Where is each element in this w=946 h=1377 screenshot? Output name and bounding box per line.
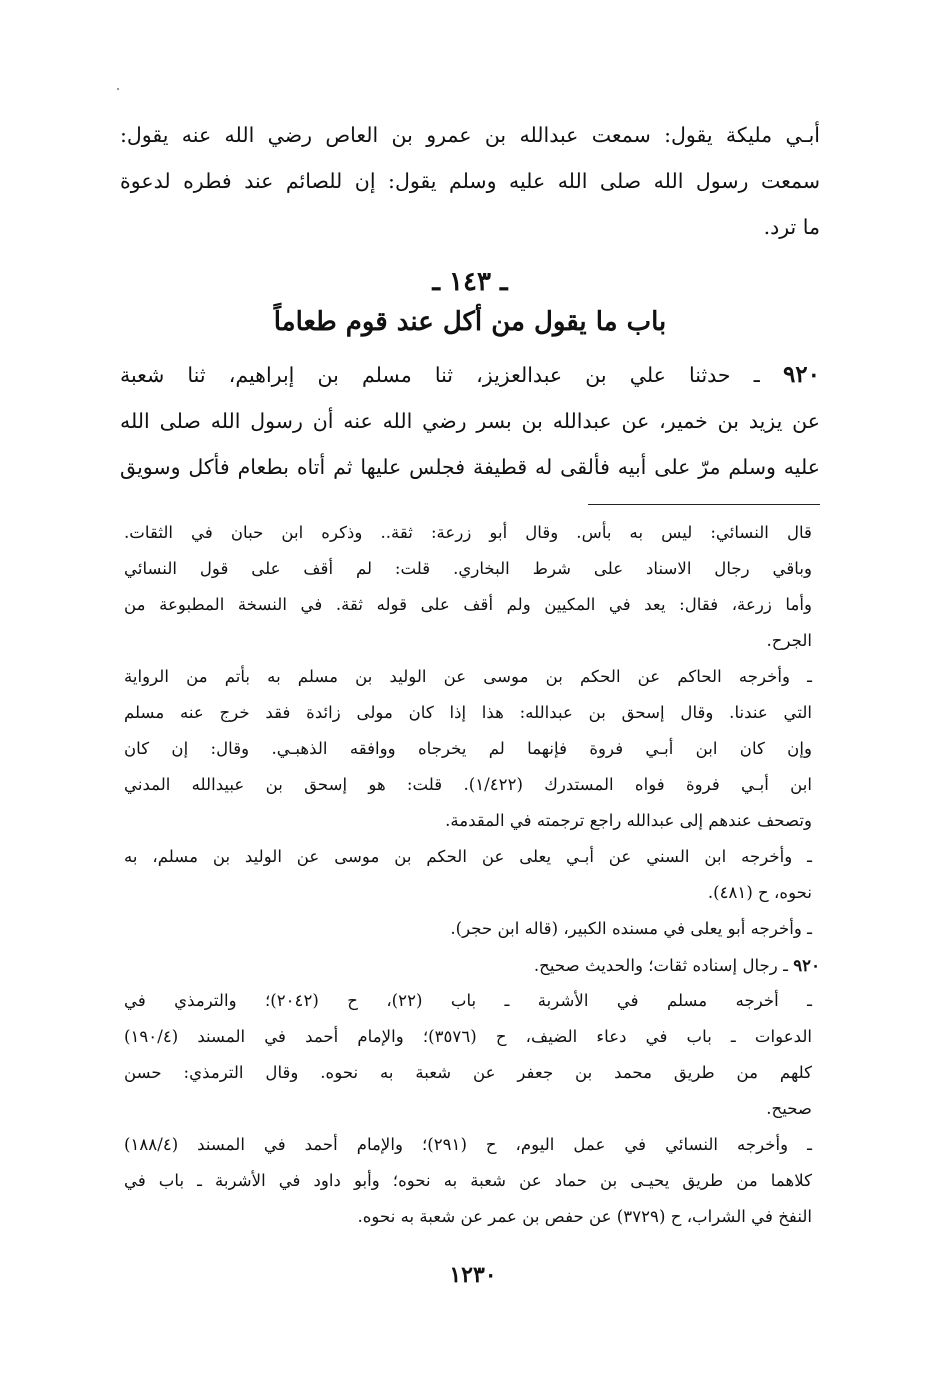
footnote-line: ـ أخرجه مسلم في الأشربة ـ باب (٢٢)، ح (٢٠٤٢)؛ والترمذي في (124, 991, 812, 1010)
hadith-line-3: عليه وسلم مرّ على أبيه فألقى له قطيفة فجلس عليها ثم أتاه بطعام فأكل وسويق (120, 455, 820, 479)
footnote-line: كلاهما من طريق يحيـى بن حماد عن شعبة به نحوه؛ وأبو داود في الأشربة ـ باب في (124, 1171, 812, 1190)
footnote-line: كلهم من طريق محمد بن جعفر عن شعبة به نحوه. وقال الترمذي: حسن (124, 1063, 812, 1082)
footnote-line: ـ وأخرجه ابن السني عن أبـي يعلى عن الحكم بن موسى عن الوليد بن مسلم، به (124, 847, 812, 866)
intro-paragraph (120, 112, 820, 250)
footnote-line: ـ وأخرجه أبو يعلى في مسنده الكبير، (قاله ابن حجر). (450, 919, 812, 938)
scan-speck (117, 88, 119, 90)
footnote-line: قال النسائي: ليس به بأس. وقال أبو زرعة: ثقة.. وذكره ابن حبان في الثقات. (124, 523, 812, 542)
footnote-line: وإن كان ابن أبـي فروة فإنهما لم يخرجاه ووافقه الذهبـي. وقال: إن كان (124, 739, 812, 758)
footnote-line: وأما زرعة، فقال: يعد في المكيين ولم أقف على قوله ثقة. في النسخة المطبوعة من (124, 595, 812, 614)
footnote-line: النفخ في الشراب، ح (٣٧٢٩) عن حفص بن عمر عن شعبة به نحوه. (357, 1207, 812, 1226)
footnote-line: صحيح. (766, 1099, 812, 1118)
footnote-ref-number: ٩٢٠ (793, 955, 820, 975)
hadith-number: ٩٢٠ (782, 361, 820, 388)
footnote-line: ـ وأخرجه الحاكم عن الحكم بن موسى عن الوليد بن مسلم به بأتم من الرواية (124, 667, 812, 686)
footnote-line: التي عندنا. وقال إسحق بن عبدالله: هذا إذا كان مولى زائدة فقد خرج عنه مسلم (124, 703, 812, 722)
intro-line-1: أبـي مليكة يقول: سمعت عبدالله بن عمرو بن العاص رضي الله عنه يقول: (120, 123, 820, 147)
footnote-line: الجرح. (766, 631, 812, 650)
hadith-line-1 (120, 352, 820, 398)
hadith-line-2: عن يزيد بن خمير، عن عبدالله بن بسر رضي الله عنه أن رسول الله صلى الله (120, 409, 820, 433)
footnote-ref-line (124, 947, 820, 983)
footnote-ref-text: ـ رجال إسناده ثقات؛ والحديث صحيح. (533, 956, 788, 975)
footnote-separator (588, 504, 820, 505)
footnote-line: وتصحف عندهم إلى عبدالله راجع ترجمته في المقدمة. (445, 811, 812, 830)
hadith-first-line-text: ـ حدثنا علي بن عبدالعزيز، ثنا مسلم بن إبراهيم، ثنا شعبة (120, 363, 760, 387)
footnotes (120, 515, 820, 1235)
intro-line-3: ما ترد. (763, 215, 820, 239)
footnote-line: ـ وأخرجه النسائي في عمل اليوم، ح (٢٩١)؛ والإمام أحمد في المسند (١٨٨/٤) (124, 1135, 812, 1154)
footnote-line: وباقي رجال الاسناد على شرط البخاري. قلت: لم أقف على قول النسائي (124, 559, 812, 578)
document-page (120, 112, 820, 1235)
page-number: ١٢٣٠ (449, 1262, 497, 1288)
chapter-title: باب ما يقول من أكل عند قوم طعاماً (273, 307, 667, 337)
footnote-line: الدعوات ـ باب في دعاء الضيف، ح (٣٥٧٦)؛ والإمام أحمد في المسند (١٩٠/٤) (124, 1027, 812, 1046)
chapter-number: ـ ١٤٣ ـ (432, 267, 508, 297)
hadith-paragraph (120, 352, 820, 490)
intro-line-2: سمعت رسول الله صلى الله عليه وسلم يقول: إن للصائم عند فطره لدعوة (120, 169, 820, 193)
footnote-line: ابن أبـي فروة فواه المستدرك (١/٤٢٢). قلت: هو إسحق بن عبيدالله المدني (124, 775, 813, 794)
footnote-line: نحوه، ح (٤٨١). (707, 883, 812, 902)
